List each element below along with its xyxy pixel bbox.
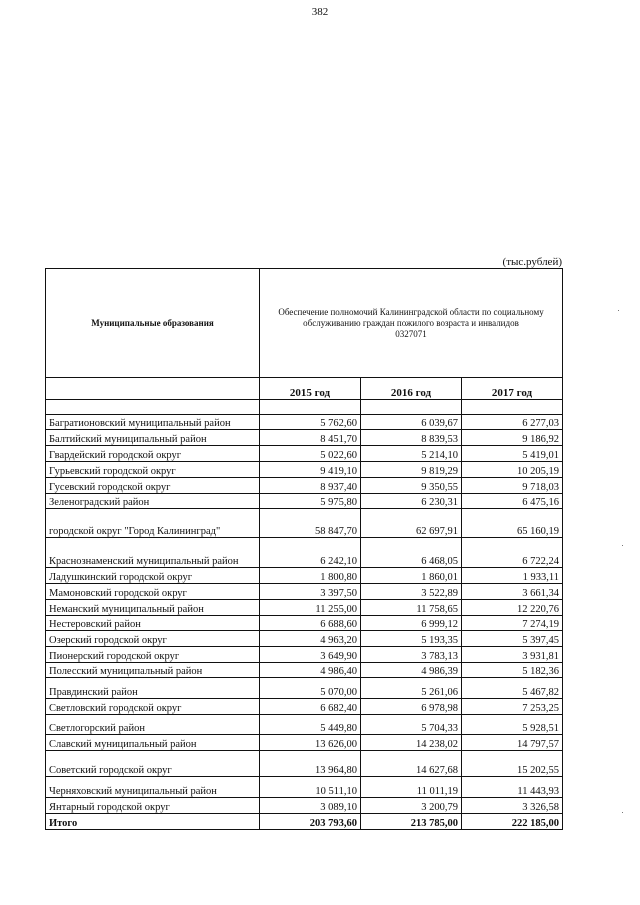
- page-number: 382: [311, 6, 329, 18]
- table-row: [46, 584, 563, 600]
- value-2017: 9 186,92: [462, 430, 563, 446]
- value-2016: 5 214,10: [361, 446, 462, 462]
- value-2015: 4 963,20: [260, 631, 361, 647]
- value-2017: 7 274,19: [462, 616, 563, 631]
- value-2015: 5 022,60: [260, 446, 361, 462]
- municipality-name: Нестеровский район: [46, 616, 260, 631]
- value-2015: 10 511,10: [260, 777, 361, 798]
- year-header-empty: [46, 378, 260, 400]
- value-2016: 5 193,35: [361, 631, 462, 647]
- value-2017: 3 326,58: [462, 798, 563, 814]
- scan-speck: [622, 545, 623, 546]
- value-2016: 11 758,65: [361, 600, 462, 616]
- table-row: [46, 478, 563, 494]
- budget-table: [45, 268, 563, 830]
- spacer-row: [46, 400, 563, 415]
- value-2017: 9 718,03: [462, 478, 563, 494]
- total-row: [46, 814, 563, 830]
- municipality-name: городской округ "Город Калининград": [46, 509, 260, 538]
- table-row: [46, 798, 563, 814]
- value-2016: 6 999,12: [361, 616, 462, 631]
- value-2015: 5 975,80: [260, 494, 361, 509]
- value-2016: 14 627,68: [361, 751, 462, 777]
- value-2015: 6 688,60: [260, 616, 361, 631]
- year-header-2015: 2015 год: [260, 378, 361, 400]
- value-2015: 3 089,10: [260, 798, 361, 814]
- years-header-row: [46, 378, 563, 400]
- value-2017: 12 220,76: [462, 600, 563, 616]
- municipality-name: Черняховский муниципальный район: [46, 777, 260, 798]
- table-row: [46, 751, 563, 777]
- value-2015: 6 682,40: [260, 699, 361, 715]
- value-2016: 3 783,13: [361, 647, 462, 663]
- value-2017: 5 397,45: [462, 631, 563, 647]
- value-2016: 6 468,05: [361, 538, 462, 568]
- municipality-name: Гвардейский городской округ: [46, 446, 260, 462]
- value-2016: 11 011,19: [361, 777, 462, 798]
- value-2015: 3 649,90: [260, 647, 361, 663]
- municipality-name: Светлогорский район: [46, 715, 260, 735]
- value-2017: 5 419,01: [462, 446, 563, 462]
- municipality-name: Краснознаменский муниципальный район: [46, 538, 260, 568]
- table-row: [46, 715, 563, 735]
- value-2017: 5 928,51: [462, 715, 563, 735]
- value-2017: 1 933,11: [462, 568, 563, 584]
- table-row: [46, 600, 563, 616]
- value-2015: 1 800,80: [260, 568, 361, 584]
- value-2016: 14 238,02: [361, 735, 462, 751]
- table-row: [46, 509, 563, 538]
- value-2017: 3 931,81: [462, 647, 563, 663]
- municipality-name: Гурьевский городской округ: [46, 462, 260, 478]
- value-2015: 8 937,40: [260, 478, 361, 494]
- table-row: [46, 678, 563, 699]
- value-2016: 4 986,39: [361, 663, 462, 678]
- municipality-name: Неманский муниципальный район: [46, 600, 260, 616]
- year-header-2017: 2017 год: [462, 378, 563, 400]
- value-2017: 6 722,24: [462, 538, 563, 568]
- municipality-name: Славский муниципальный район: [46, 735, 260, 751]
- value-2015: 3 397,50: [260, 584, 361, 600]
- municipality-name: Полесский муниципальный район: [46, 663, 260, 678]
- table-header-row: [46, 269, 563, 378]
- value-2016: 5 261,06: [361, 678, 462, 699]
- value-2015: 58 847,70: [260, 509, 361, 538]
- scan-speck: [622, 812, 623, 813]
- value-2016: 6 039,67: [361, 415, 462, 430]
- municipality-name: Мамоновский городской округ: [46, 584, 260, 600]
- total-2016: 213 785,00: [361, 814, 462, 830]
- value-2016: 62 697,91: [361, 509, 462, 538]
- value-2016: 9 350,55: [361, 478, 462, 494]
- value-2015: 4 986,40: [260, 663, 361, 678]
- column-header-description: [260, 269, 563, 378]
- value-2017: 15 202,55: [462, 751, 563, 777]
- table-row: [46, 494, 563, 509]
- table-row: [46, 568, 563, 584]
- table-row: [46, 735, 563, 751]
- value-2017: 7 253,25: [462, 699, 563, 715]
- value-2016: 6 230,31: [361, 494, 462, 509]
- value-2016: 1 860,01: [361, 568, 462, 584]
- table-row: [46, 663, 563, 678]
- value-2015: 9 419,10: [260, 462, 361, 478]
- municipality-name: Гусевский городской округ: [46, 478, 260, 494]
- value-2017: 11 443,93: [462, 777, 563, 798]
- value-2016: 8 839,53: [361, 430, 462, 446]
- value-2015: 13 964,80: [260, 751, 361, 777]
- description-line: обслуживанию граждан пожилого возраста и инвалидов: [303, 317, 519, 328]
- municipality-name: Янтарный городской округ: [46, 798, 260, 814]
- value-2016: 5 704,33: [361, 715, 462, 735]
- table-row: [46, 462, 563, 478]
- municipality-name: Светловский городской округ: [46, 699, 260, 715]
- value-2015: 13 626,00: [260, 735, 361, 751]
- value-2015: 5 070,00: [260, 678, 361, 699]
- municipality-name: Зеленоградский район: [46, 494, 260, 509]
- value-2015: 8 451,70: [260, 430, 361, 446]
- value-2015: 6 242,10: [260, 538, 361, 568]
- value-2015: 5 449,80: [260, 715, 361, 735]
- value-2017: 5 467,82: [462, 678, 563, 699]
- value-2016: 9 819,29: [361, 462, 462, 478]
- value-2017: 10 205,19: [462, 462, 563, 478]
- value-2017: 14 797,57: [462, 735, 563, 751]
- municipality-name: Ладушкинский городской округ: [46, 568, 260, 584]
- municipality-name: Балтийский муниципальный район: [46, 430, 260, 446]
- table-row: [46, 616, 563, 631]
- municipality-name: Багратионовский муниципальный район: [46, 415, 260, 430]
- table-row: [46, 647, 563, 663]
- value-2017: 3 661,34: [462, 584, 563, 600]
- value-2017: 6 475,16: [462, 494, 563, 509]
- value-2015: 5 762,60: [260, 415, 361, 430]
- table-row: [46, 538, 563, 568]
- municipality-name: Озерский городской округ: [46, 631, 260, 647]
- scan-speck: [618, 310, 619, 311]
- table-row: [46, 446, 563, 462]
- total-2017: 222 185,00: [462, 814, 563, 830]
- table-row: [46, 415, 563, 430]
- total-2015: 203 793,60: [260, 814, 361, 830]
- units-label: (тыс.рублей): [502, 256, 562, 268]
- municipality-name: Правдинский район: [46, 678, 260, 699]
- description-line: Обеспечение полномочий Калининградской области по социальному: [278, 306, 544, 317]
- table-row: [46, 777, 563, 798]
- value-2016: 6 978,98: [361, 699, 462, 715]
- table-row: [46, 631, 563, 647]
- total-label: Итого: [46, 814, 260, 830]
- value-2016: 3 200,79: [361, 798, 462, 814]
- municipality-name: Советский городской округ: [46, 751, 260, 777]
- table-row: [46, 699, 563, 715]
- municipality-name: Пионерский городской округ: [46, 647, 260, 663]
- value-2017: 65 160,19: [462, 509, 563, 538]
- description-code: 0327071: [395, 328, 427, 339]
- table-row: [46, 430, 563, 446]
- year-header-2016: 2016 год: [361, 378, 462, 400]
- value-2015: 11 255,00: [260, 600, 361, 616]
- value-2016: 3 522,89: [361, 584, 462, 600]
- value-2017: 6 277,03: [462, 415, 563, 430]
- column-header-municipalities: Муниципальные образования: [46, 269, 260, 378]
- value-2017: 5 182,36: [462, 663, 563, 678]
